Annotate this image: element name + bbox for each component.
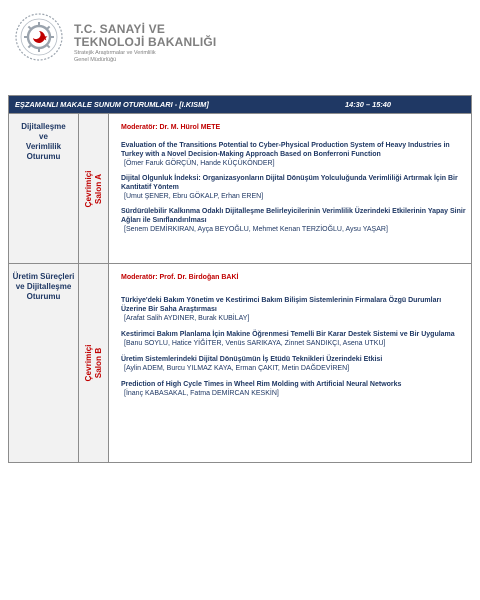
session-row <box>9 263 471 462</box>
paper-authors: [Aylin ADEM, Burcu YILMAZ KAYA, Erman ÇAKIT, Metin DAĞDEVİREN] <box>124 365 350 372</box>
hall-name <box>84 170 104 207</box>
ministry-line-1: T.C. SANAYİ VE <box>74 22 166 36</box>
hall-name-line: Çevrimiçi <box>83 170 93 207</box>
track-name-line: Dijitalleşme <box>21 122 66 131</box>
hall-name-line: Salon B <box>93 347 103 379</box>
paper-item <box>121 207 467 234</box>
ministry-name <box>74 23 294 64</box>
hall-cell <box>79 114 109 263</box>
paper-title: Dijital Olgunluk İndeksi: Organizasyonların Dijital Dönüşüm Yolculuğunda Verimliliği Artırmak İçin Bir Kantitatif Yöntem <box>121 175 458 191</box>
paper-item <box>121 380 467 398</box>
ministry-subtitle <box>74 50 294 64</box>
schedule-time: 14:30 – 15:40 <box>345 100 392 109</box>
paper-item <box>121 296 467 323</box>
paper-item <box>121 174 467 201</box>
hall-name-line: Çevrimiçi <box>83 344 93 382</box>
session-content <box>121 123 467 240</box>
ministry-subtitle-2: Genel Müdürlüğü <box>74 57 117 63</box>
ministry-line-2: TEKNOLOJİ BAKANLIĞI <box>74 35 217 49</box>
hall-cell <box>79 264 109 462</box>
paper-authors: [İnanç KABASAKAL, Fatma DEMİRCAN KESKİN] <box>124 390 279 397</box>
paper-title: Sürdürülebilir Kalkınma Odaklı Dijitalleşme Belirleyicilerinin Verimlilik Üzerindeki Etkilerinin Yapay Sinir Ağları ile Sınıflandırılması <box>121 208 466 224</box>
schedule-title: EŞZAMANLI MAKALE SUNUM OTURUMLARI - [I.KISIM] <box>15 100 209 109</box>
session-content <box>121 273 467 405</box>
paper-authors: [Arafat Salih AYDINER, Burak KUBİLAY] <box>124 315 250 322</box>
schedule-table <box>8 95 472 463</box>
hall-name-line: Salon A <box>93 173 103 204</box>
paper-item <box>121 330 467 348</box>
track-name-line: ve Dijitalleşme <box>15 282 72 291</box>
moderator: Moderatör: Dr. M. Hürol METE <box>121 124 221 131</box>
paper-authors: [Senem DEMİRKIRAN, Ayça BEYOĞLU, Mehmet Kenan TERZİOĞLU, Aysu YAŞAR] <box>124 226 388 233</box>
paper-item <box>121 141 467 168</box>
paper-title: Kestirimci Bakım Planlama İçin Makine Öğrenmesi Temelli Bir Karar Destek Sistemi ve Bir Uygulama <box>121 331 455 338</box>
track-name-line: Verimlilik <box>25 142 62 151</box>
paper-authors: [Banu SOYLU, Hatice YİĞİTER, Venüs SARIKAYA, Zinnet SANDIKÇI, Asena UTKU] <box>124 340 386 347</box>
moderator: Moderatör: Prof. Dr. Birdoğan BAKİ <box>121 274 239 281</box>
track-name <box>9 264 79 462</box>
paper-title: Evaluation of the Transitions Potential to Cyber-Physical Production System of Heavy Industries in Turkey with a Novel Decision-Making Approach Based on Bonferroni Function <box>121 142 450 158</box>
track-name-line: Üretim Süreçleri <box>12 272 75 281</box>
paper-authors: [Umut ŞENER, Ebru GÖKALP, Erhan EREN] <box>124 193 264 200</box>
paper-title: Türkiye'deki Bakım Yönetim ve Kestirimci Bakım Bilişim Sistemlerinin Firmalara Özgü Durumları Üzerine Bir Saha Araştırması <box>121 297 442 313</box>
track-name <box>9 114 79 263</box>
track-name-line: ve <box>39 132 48 141</box>
paper-title: Prediction of High Cycle Times in Wheel Rim Molding with Artificial Neural Networks <box>121 381 402 388</box>
paper-authors: [Ömer Faruk GÖRÇÜN, Hande KÜÇÜKÖNDER] <box>124 160 275 167</box>
ministry-logo <box>14 12 64 62</box>
ministry-subtitle-1: Stratejik Araştırmalar ve Verimlilik <box>74 50 156 56</box>
session-row <box>9 113 471 263</box>
paper-item <box>121 355 467 373</box>
hall-name <box>84 345 104 382</box>
track-name-line: Oturumu <box>26 152 61 161</box>
paper-title: Üretim Sistemlerindeki Dijital Dönüşümün İş Etüdü Teknikleri Üzerindeki Etkisi <box>121 356 383 363</box>
schedule-header <box>9 96 471 113</box>
track-name-line: Oturumu <box>26 292 61 301</box>
